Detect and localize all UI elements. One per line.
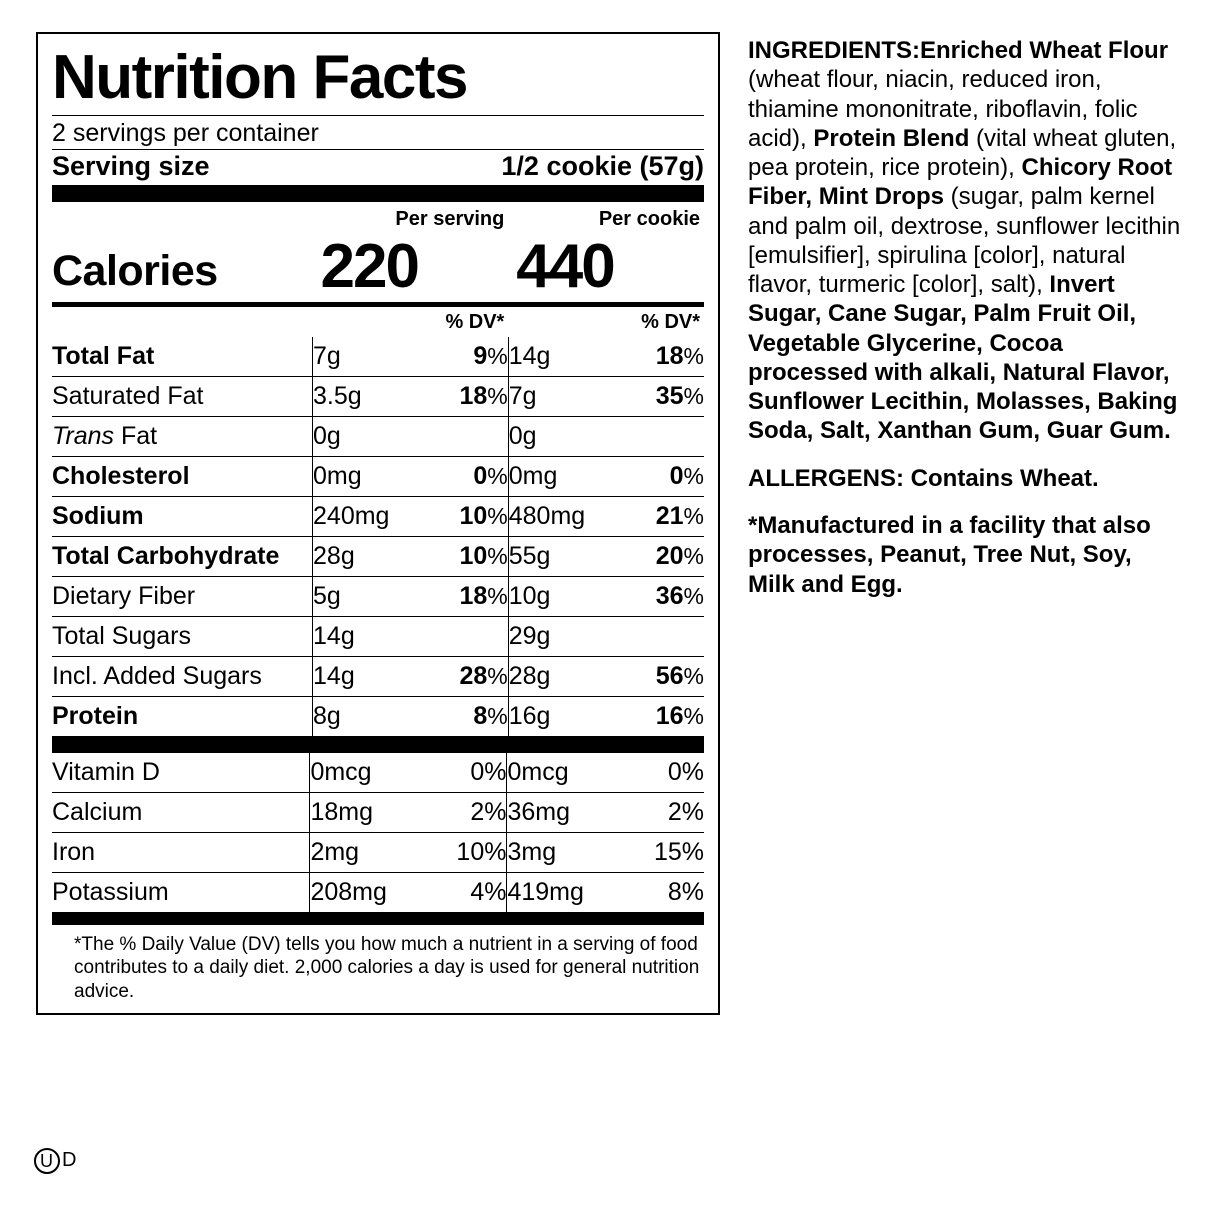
nutrient-name: Total Sugars xyxy=(52,617,313,657)
ingredients-paragraph xyxy=(748,36,1182,446)
nutrient-dv-per-cookie: 36% xyxy=(613,577,704,617)
nutrient-dv-per-serving: 4% xyxy=(470,878,507,907)
nutrient-dv-per-cookie: 16% xyxy=(655,702,704,731)
allergens-text: Contains Wheat. xyxy=(904,464,1099,492)
nutrient-name: Potassium xyxy=(52,878,169,907)
nutrient-amount-per-cookie: 55g xyxy=(508,537,613,577)
nutrient-amount-per-serving: 3.5g xyxy=(313,377,418,417)
table-row xyxy=(52,337,704,377)
nutrient-amount-per-cookie: 480mg xyxy=(508,497,613,537)
ingredient-plain-c: (sugar, palm kernel and palm oil, dextrose, sunflower lecithin [emulsifier], spirulina [color], natural flavor, turmeric [color], salt), xyxy=(748,183,1181,299)
table-row xyxy=(52,753,704,793)
nutrient-name: Calcium xyxy=(52,793,310,833)
nutrient-amount-per-cookie: 29g xyxy=(508,617,613,657)
ingredient-plain-a: (wheat flour, niacin, reduced iron, thiamine mononitrate, riboflavin, folic acid), xyxy=(748,66,1138,152)
nutrient-amount-per-cookie: 28g xyxy=(508,657,613,697)
nutrient-dv-per-cookie: 21% xyxy=(613,497,704,537)
panel-title: Nutrition Facts xyxy=(52,43,467,112)
nutrient-dv-per-cookie xyxy=(613,417,704,457)
nutrient-amount-per-cookie: 16g xyxy=(508,697,613,737)
nutrient-amount-per-serving: 0mcg xyxy=(310,753,415,793)
nutrient-name: Incl. Added Sugars xyxy=(52,657,313,697)
nutrient-amount-per-cookie: 14g xyxy=(508,337,613,377)
nutrient-amount-per-cookie: 0mg xyxy=(508,457,613,497)
nutrient-amount-per-serving: 208mg xyxy=(310,873,415,913)
facility-note: *Manufactured in a facility that also processes, Peanut, Tree Nut, Soy, Milk and Egg. xyxy=(748,511,1151,598)
column-header-per-cookie: Per cookie xyxy=(598,208,701,231)
nutrient-table xyxy=(52,337,704,736)
nutrient-dv-per-cookie: 8% xyxy=(667,878,704,907)
divider-thick-before-footnote xyxy=(52,912,704,925)
nutrient-name: Dietary Fiber xyxy=(52,577,313,617)
divider-thick-top xyxy=(52,185,704,202)
nutrient-amount-per-cookie: 36mg xyxy=(507,793,612,833)
nutrient-amount-per-serving: 2mg xyxy=(310,833,415,873)
nutrient-amount-per-serving: 18mg xyxy=(310,793,415,833)
calories-value-per-serving: 220 xyxy=(320,232,418,302)
ingredients-column xyxy=(748,36,1182,617)
nutrient-amount-per-cookie: 3mg xyxy=(507,833,612,873)
serving-size-label: Serving size xyxy=(52,151,210,182)
daily-value-footnote: *The % Daily Value (DV) tells you how much a nutrient in a serving of food contributes to a daily diet. 2,000 calories a day is used for general nutrition advice. xyxy=(74,934,700,1002)
daily-value-header-row xyxy=(52,307,704,337)
ingredient-bold-a: Enriched Wheat Flour xyxy=(920,37,1169,64)
nutrient-dv-per-cookie: 56% xyxy=(613,657,704,697)
nutrient-dv-per-cookie: 0% xyxy=(612,753,704,793)
table-row xyxy=(52,417,704,457)
nutrient-dv-per-serving: 10% xyxy=(415,833,507,873)
kosher-dairy-letter: D xyxy=(62,1149,78,1172)
ingredient-bold-d: Invert Sugar, Cane Sugar, Palm Fruit Oil, Vegetable Glycerine, Cocoa processed with alkali, Natural Flavor, Sunflower Lecithin, Molasses, Baking Soda, Salt, Xanthan Gum, Guar Gum. xyxy=(748,271,1178,445)
calories-label: Calories xyxy=(52,247,218,296)
nutrient-name: Saturated Fat xyxy=(52,377,313,417)
nutrient-dv-per-serving: 18% xyxy=(417,377,508,417)
dv-header-per-cookie: % DV* xyxy=(641,311,701,334)
nutrient-name: Trans Fat xyxy=(52,417,313,457)
nutrient-name: Iron xyxy=(52,833,310,873)
nutrient-dv-per-serving: 9% xyxy=(417,337,508,377)
nutrient-name: Cholesterol xyxy=(52,457,313,497)
calories-value-per-cookie: 440 xyxy=(516,232,614,302)
table-row xyxy=(52,697,704,737)
nutrient-amount-per-serving: 28g xyxy=(313,537,418,577)
nutrient-amount-per-serving: 0g xyxy=(313,417,418,457)
dv-header-per-serving: % DV* xyxy=(445,311,505,334)
micronutrient-table xyxy=(52,753,704,912)
nutrient-amount-per-cookie: 0g xyxy=(508,417,613,457)
nutrition-facts-panel xyxy=(36,32,720,1015)
ingredient-bold-b: Protein Blend xyxy=(813,124,970,152)
nutrient-name: Sodium xyxy=(52,497,313,537)
nutrient-amount-per-serving: 8g xyxy=(313,697,418,737)
nutrient-amount-per-serving: 14g xyxy=(313,657,418,697)
nutrient-amount-per-cookie: 0mcg xyxy=(507,753,612,793)
calories-row xyxy=(52,231,704,302)
nutrient-dv-per-cookie: 20% xyxy=(613,537,704,577)
nutrient-dv-per-serving: 0% xyxy=(415,753,507,793)
column-header-per-serving: Per serving xyxy=(395,208,505,231)
nutrient-name: Protein xyxy=(52,702,139,731)
ingredients-heading: INGREDIENTS: xyxy=(748,37,921,64)
nutrient-dv-per-serving: 0% xyxy=(417,457,508,497)
nutrient-amount-per-serving: 5g xyxy=(313,577,418,617)
nutrient-name: Vitamin D xyxy=(52,753,310,793)
nutrient-amount-per-cookie: 419mg xyxy=(507,873,612,913)
nutrient-dv-per-serving: 10% xyxy=(417,537,508,577)
serving-size-value: 1/2 cookie (57g) xyxy=(501,151,704,182)
table-row xyxy=(52,833,704,873)
nutrient-amount-per-serving: 240mg xyxy=(313,497,418,537)
kosher-certification-mark xyxy=(34,1146,77,1174)
nutrient-dv-per-serving: 28% xyxy=(417,657,508,697)
ou-symbol-icon: U xyxy=(34,1148,60,1174)
divider-thick-before-micros xyxy=(52,736,704,753)
nutrient-amount-per-cookie: 7g xyxy=(508,377,613,417)
nutrient-amount-per-serving: 14g xyxy=(313,617,418,657)
nutrient-dv-per-cookie: 35% xyxy=(613,377,704,417)
allergens-heading: ALLERGENS: xyxy=(748,464,904,492)
nutrient-dv-per-serving xyxy=(417,417,508,457)
table-row xyxy=(52,497,704,537)
nutrient-dv-per-cookie xyxy=(613,617,704,657)
nutrient-dv-per-serving: 8% xyxy=(473,702,508,731)
table-row xyxy=(52,873,704,913)
nutrient-dv-per-serving: 2% xyxy=(415,793,507,833)
table-row xyxy=(52,577,704,617)
nutrient-dv-per-cookie: 2% xyxy=(612,793,704,833)
servings-per-container: 2 servings per container xyxy=(52,118,319,147)
nutrient-dv-per-serving: 10% xyxy=(417,497,508,537)
nutrient-dv-per-cookie: 15% xyxy=(612,833,704,873)
table-row xyxy=(52,537,704,577)
allergens-paragraph xyxy=(748,464,1182,493)
serving-size-row xyxy=(52,150,704,185)
nutrient-amount-per-serving: 0mg xyxy=(313,457,418,497)
table-row xyxy=(52,793,704,833)
column-headers xyxy=(52,202,704,231)
ingredient-bold-c: Chicory Root Fiber, Mint Drops xyxy=(748,154,1173,211)
nutrient-name: Total Carbohydrate xyxy=(52,537,313,577)
nutrient-dv-per-serving xyxy=(417,617,508,657)
nutrient-dv-per-serving: 18% xyxy=(417,577,508,617)
table-row xyxy=(52,377,704,417)
dv-header-spacer xyxy=(52,311,313,334)
ingredient-plain-b: (vital wheat gluten, pea protein, rice protein), xyxy=(748,124,1177,182)
nutrient-dv-per-cookie: 18% xyxy=(613,337,704,377)
nutrient-dv-per-cookie: 0% xyxy=(613,457,704,497)
nutrient-amount-per-cookie: 10g xyxy=(508,577,613,617)
table-row xyxy=(52,457,704,497)
nutrient-amount-per-serving: 7g xyxy=(313,337,418,377)
table-row xyxy=(52,617,704,657)
nutrient-name: Total Fat xyxy=(52,337,313,377)
table-row xyxy=(52,657,704,697)
